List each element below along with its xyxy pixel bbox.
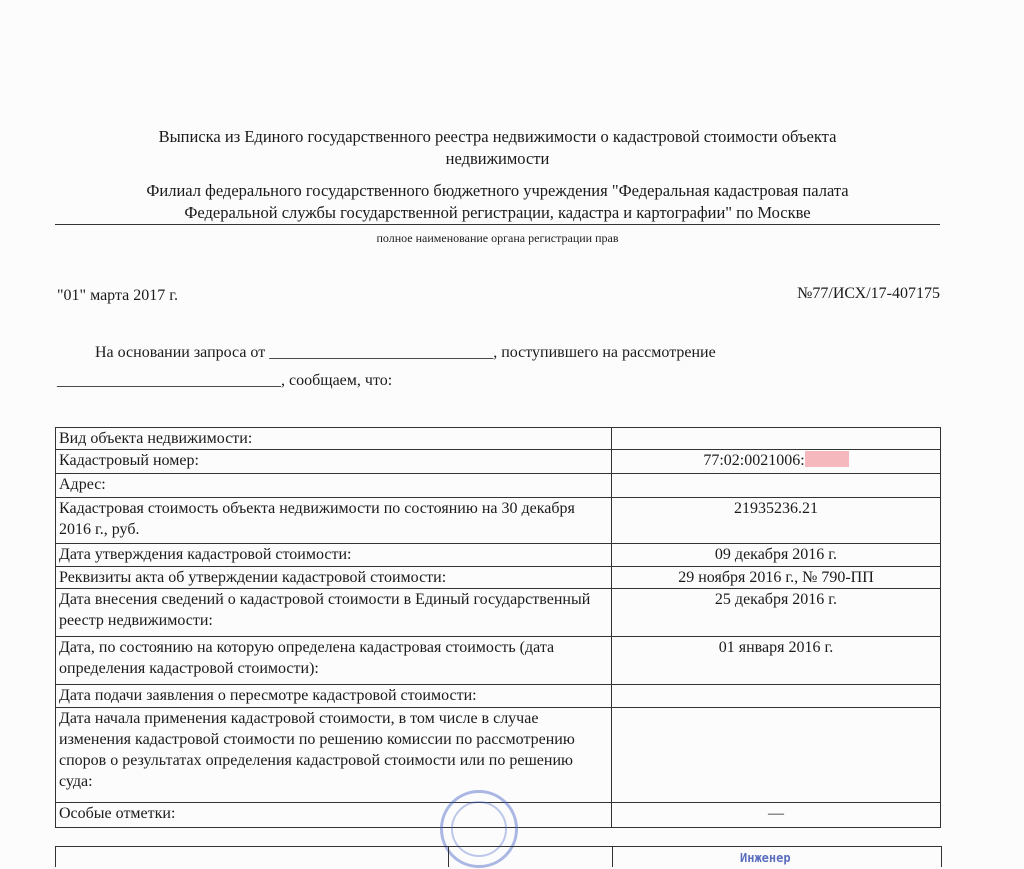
- signature-title: Инженер: [740, 851, 791, 865]
- row-value: [612, 589, 941, 637]
- redaction-mark: [805, 451, 849, 467]
- row-value: [612, 544, 941, 567]
- row-label: Дата утверждения кадастровой стоимости:: [56, 544, 612, 567]
- org-name-line1: Филиал федерального государственного бюджетного учреждения "Федеральная кадастровая палата: [146, 181, 849, 200]
- doc-title-line2: недвижимости: [445, 149, 550, 168]
- row-value-text: 09 декабря 2016 г.: [714, 546, 838, 563]
- table-row: [56, 637, 941, 685]
- row-label: Кадастровый номер:: [56, 450, 612, 474]
- row-value-text: 01 января 2016 г.: [718, 639, 834, 656]
- table-row: [56, 450, 941, 474]
- cadastral-table: [55, 427, 941, 828]
- row-value-text: 77:02:0021006:: [703, 452, 805, 469]
- table-row: [56, 428, 941, 450]
- doc-title-line1: Выписка из Единого государственного реестра недвижимости о кадастровой стоимости объекта: [158, 127, 837, 146]
- signature-table: [55, 846, 942, 867]
- row-value-text: —: [768, 805, 784, 822]
- row-value: [612, 637, 941, 685]
- row-label: Дата подачи заявления о пересмотре кадастровой стоимости:: [56, 685, 612, 708]
- row-value: [612, 474, 941, 498]
- row-value-text: 25 декабря 2016 г.: [714, 591, 838, 608]
- table-row: [56, 567, 941, 589]
- row-label: Особые отметки:: [56, 803, 612, 828]
- row-label: Дата, по состоянию на которую определена кадастровая стоимость (дата определения кадастровой стоимости):: [56, 637, 612, 685]
- table-row: [56, 498, 941, 544]
- row-value: [612, 708, 941, 803]
- row-value: [612, 803, 941, 828]
- row-label: Реквизиты акта об утверждении кадастровой стоимости:: [56, 567, 612, 589]
- org-name-line2: Федеральной службы государственной регистрации, кадастра и картографии" по Москве: [55, 202, 940, 225]
- row-label: Дата начала применения кадастровой стоимости, в том числе в случае изменения кадастровой стоимости по решению комиссии по рассмотрению споров о результатах определения кадастровой стоимости или по решению суда:: [56, 708, 612, 803]
- row-label: Вид объекта недвижимости:: [56, 428, 612, 450]
- doc-date: "01" марта 2017 г.: [57, 287, 179, 304]
- table-row: [56, 544, 941, 567]
- intro-line1: На основании запроса от ____________________________, поступившего на рассмотрение: [95, 344, 716, 361]
- table-row: [56, 708, 941, 803]
- row-label: Дата внесения сведений о кадастровой стоимости в Единый государственный реестр недвижимости:: [56, 589, 612, 637]
- row-value-text: 21935236.21: [734, 500, 818, 517]
- table-row: [56, 685, 941, 708]
- row-label: Адрес:: [56, 474, 612, 498]
- row-value: [612, 498, 941, 544]
- row-value-text: 29 ноября 2016 г., № 790-ПП: [678, 569, 874, 586]
- intro-line2: ____________________________, сообщаем, что:: [57, 372, 393, 389]
- row-label: Кадастровая стоимость объекта недвижимости по состоянию на 30 декабря 2016 г., руб.: [56, 498, 612, 544]
- doc-number: №77/ИСХ/17-407175: [797, 285, 940, 302]
- row-value: [612, 450, 941, 474]
- row-value: [612, 428, 941, 450]
- table-row: [56, 589, 941, 637]
- table-row: [56, 474, 941, 498]
- org-caption: полное наименование органа регистрации прав: [376, 231, 619, 245]
- row-value: [612, 567, 941, 589]
- row-value: [612, 685, 941, 708]
